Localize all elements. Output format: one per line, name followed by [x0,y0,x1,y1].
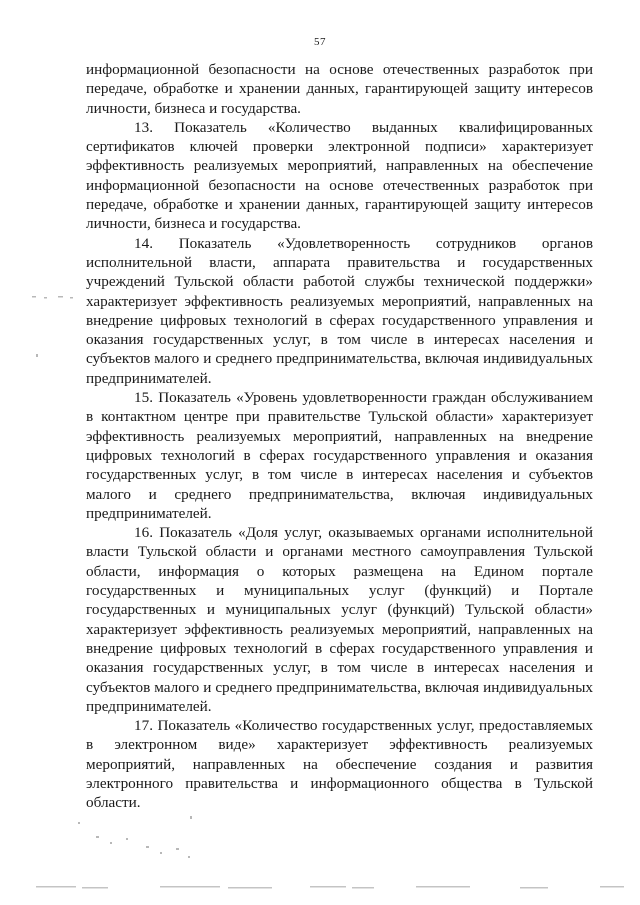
paragraph-continuation: информационной безопасности на основе отечественных разработок при передаче, обработке и хранении данных, гарантирующей защиту интересов личности, бизнеса и государства. [86,61,593,117]
paragraph-item-15: 15. Показатель «Уровень удовлетворенности граждан обслуживанием в контактном центре при правительстве Тульской области» характеризует эффективность реализуемых мероприятий, направленных на внедрение цифровых технологий в сферах государственного управления и оказания государственных услуг, в том числе в интересах населения и субъектов малого и среднего предпринимательства, включая индивидуальных предпринимателей. [86,389,593,522]
page-number: 57 [314,36,326,48]
paragraph-item-13: 13. Показатель «Количество выданных квалифицированных сертификатов ключей проверки электронной подписи» характеризует эффективность реализуемых мероприятий, направленных на обеспечение информационной безопасности на основе отечественных разработок при передаче, обработке и хранении данных, гарантирующей защиту интересов личности, бизнеса и государства. [86,118,593,233]
paragraph-item-14: 14. Показатель «Удовлетворенность сотрудников органов исполнительной власти, аппарата правительства и государственных учреждений Тульской области работой службы технической поддержки» характеризует эффективность реализуемых мероприятий, направленных на внедрение цифровых технологий в сферах государственного управления и оказания государственных услуг, в том числе в интересах населения и субъектов малого и среднего предпринимательства, включая индивидуальных предпринимателей. [86,234,593,387]
paragraph-item-17: 17. Показатель «Количество государственных услуг, предоставляемых в электронном виде» характеризует эффективность реализуемых мероприятий, направленных на обеспечение создания и развития электронного правительства и информационного общества в Тульской области. [86,717,593,812]
document-body [86,60,593,813]
paragraph-item-16: 16. Показатель «Доля услуг, оказываемых органами исполнительной власти Тульской области и органами местного самоуправления Тульской области, информация о которых размещена на Едином портале государственных и муниципальных услуг (функций) и Портале государственных и муниципальных услуг (функций) Тульской области» характеризует эффективность реализуемых мероприятий, направленных на внедрение цифровых технологий в сферах государственного управления и оказания государственных услуг, в том числе в интересах населения и субъектов малого и среднего предпринимательства, включая индивидуальных предпринимателей. [86,524,593,715]
